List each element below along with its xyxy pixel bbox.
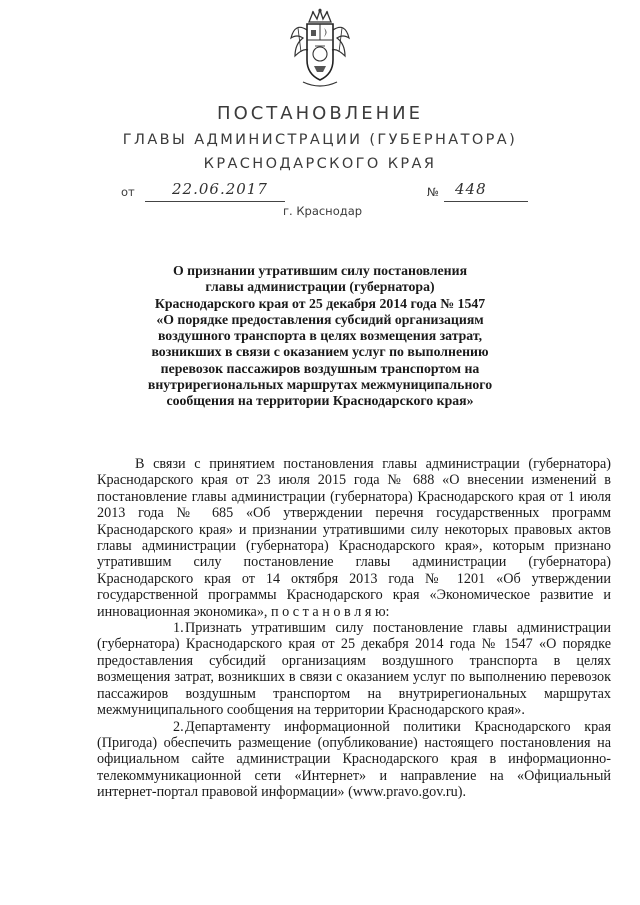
title-line: сообщения на территории Краснодарского края» (166, 393, 474, 409)
title-line: главы администрации (губернатора) (205, 279, 435, 295)
title-line: воздушного транспорта в целях возмещения затрат, (157, 328, 483, 344)
preamble-paragraph: В связи с принятием постановления главы администрации (губернатора) Краснодарского края от 23 июля 2015 года № 688 «О внесении изменений в постановление главы администрации (губернатора) Краснодарского края от 1 июля 2013 года № 685 «Об утверждении перечня государственных программ Краснодарского края» и признании утратившими силу некоторых правовых актов главы администрации (губернатора) Краснодарского края», которым признано утратившим силу постановление главы администрации (губернатора) Краснодарского края от 14 октября 2013 года № 1201 «Об утверждении государственной программы Краснодарского края «Экономическое развитие и инновационная экономика», п о с т а н о в л я ю: (97, 456, 611, 620)
number-underline (444, 201, 528, 202)
date-value: 22.06.2017 (172, 180, 268, 198)
document-title (120, 263, 520, 410)
date-prefix: от (121, 185, 135, 199)
city-label: г. Краснодар (283, 204, 363, 218)
number-prefix: № (427, 185, 439, 199)
title-line: внутрирегиональных маршрутах межмуниципального (147, 377, 493, 393)
number-value: 448 (455, 180, 487, 198)
title-line: Краснодарского края от 25 декабря 2014 года № 1547 (154, 295, 486, 311)
clause-2 (97, 719, 611, 801)
title-line: О признании утратившим силу постановления (172, 263, 468, 278)
clause-2-number: 2. (173, 718, 184, 735)
issuer-heading: ГЛАВЫ АДМИНИСТРАЦИИ (ГУБЕРНАТОРА) (122, 132, 518, 148)
region-heading: КРАСНОДАРСКОГО КРАЯ (203, 156, 437, 172)
title-line: перевозок пассажиров воздушным транспортом на (160, 360, 480, 376)
document-body (97, 456, 611, 801)
title-line: «О порядке предоставления субсидий организациям (156, 311, 484, 327)
clause-1-text: Признать утратившим силу постановление главы администрации (губернатора) Краснодарского края от 25 декабря 2014 года № 1547 «О порядке предоставления субсидий организациям воздушного транспорта в целях возмещения затрат, возникших в связи с оказанием услуг по выполнению перевозок пассажиров воздушным транспортом на внутрирегиональных маршрутах межмуниципального сообщения на территории Краснодарского края». (97, 620, 611, 719)
coat-of-arms-emblem (289, 8, 351, 90)
clause-1-number: 1. (173, 620, 184, 637)
date-underline (145, 201, 285, 202)
title-line: возникших в связи с оказанием услуг по выполнению (151, 344, 489, 360)
clause-1 (97, 620, 611, 718)
clause-2-text: Департаменту информационной политики Краснодарского края (Пригода) обеспечить размещение (опубликование) настоящего постановления на официальном сайте администрации Краснодарского края в информационно-телекоммуникационной сети «Интернет» и направление на «Официальный интернет-портал правовой информации» (www.pravo.gov.ru). (97, 718, 611, 801)
document-type-heading: ПОСТАНОВЛЕНИЕ (217, 103, 423, 124)
